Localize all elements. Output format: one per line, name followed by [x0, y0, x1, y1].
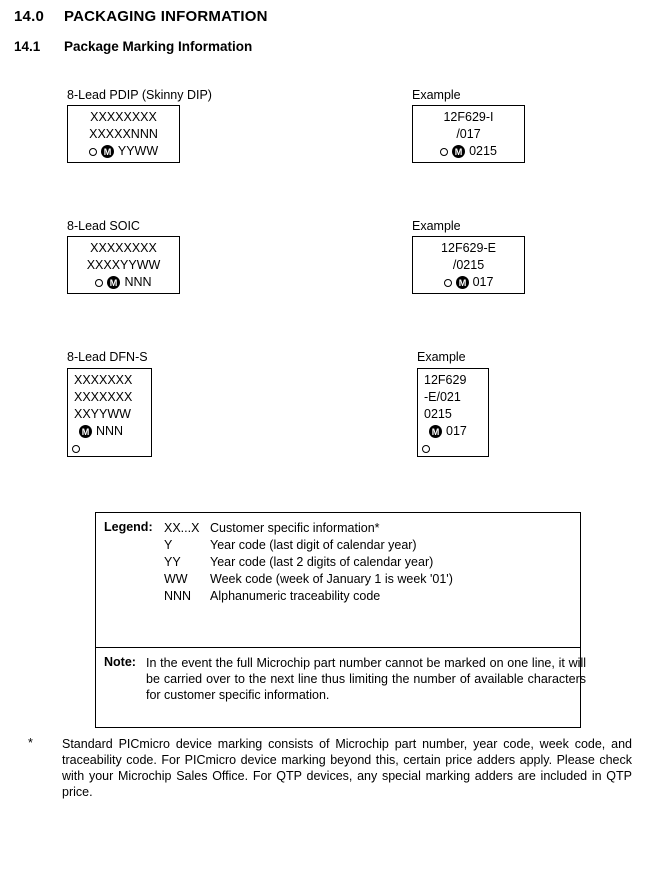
svg-text:M: M — [431, 426, 440, 437]
marking-line-3: XXYYWW — [74, 407, 131, 421]
example-label-pdip: Example — [412, 88, 461, 102]
note-text: In the event the full Microchip part number cannot be marked on one line, it will be carried over to the next line thus limiting the number of available characters for customer specific information. — [146, 656, 586, 702]
example-line-2: /017 — [456, 127, 481, 141]
legend-code: NNN — [164, 589, 192, 603]
example-box-soic — [412, 236, 525, 294]
pin1-indicator-icon — [72, 445, 80, 453]
pin1-indicator-icon — [422, 445, 430, 453]
example-label-dfn: Example — [417, 350, 466, 364]
legend-code: XX...X — [164, 521, 200, 535]
example-code: 017 — [446, 424, 467, 438]
package-label-soic: 8-Lead SOIC — [67, 219, 140, 233]
example-line-1: 12F629 — [424, 373, 467, 387]
section-heading — [14, 8, 268, 25]
example-line-1: 12F629-I — [443, 110, 494, 124]
section-number: 14.0 — [14, 8, 44, 25]
legend-note-divider — [95, 647, 581, 648]
section-title: PACKAGING INFORMATION — [64, 8, 268, 25]
pin1-indicator-icon — [95, 279, 103, 287]
pin1-indicator-icon — [440, 148, 448, 156]
microchip-logo-icon — [429, 425, 442, 438]
package-label-dfn: 8-Lead DFN-S — [67, 350, 148, 364]
marking-line-1: XXXXXXXX — [90, 110, 157, 124]
legend-code: Y — [164, 538, 173, 552]
example-line-2: -E/021 — [424, 390, 461, 404]
pin1-indicator-icon — [89, 148, 97, 156]
marking-line-3 — [68, 143, 179, 160]
example-line-3: 0215 — [424, 407, 452, 421]
legend-code: WW — [164, 572, 188, 586]
marking-box-dfn — [67, 368, 152, 457]
subsection-number: 14.1 — [14, 39, 41, 54]
legend-description: Week code (week of January 1 is week '01') — [210, 572, 453, 586]
marking-code: NNN — [124, 275, 152, 289]
legend-code: YY — [164, 555, 181, 569]
microchip-logo-icon — [79, 425, 92, 438]
microchip-logo-icon — [456, 276, 469, 289]
marking-box-soic — [67, 236, 180, 294]
pin1-indicator-icon — [444, 279, 452, 287]
legend-description: Year code (last 2 digits of calendar year) — [210, 555, 434, 569]
marking-code: YYWW — [117, 144, 159, 158]
package-label-pdip: 8-Lead PDIP (Skinny DIP) — [67, 88, 212, 102]
note-label: Note: — [104, 655, 136, 669]
marking-code: NNN — [96, 424, 124, 438]
marking-line-2: XXXXXNNN — [89, 127, 158, 141]
example-label-soic: Example — [412, 219, 461, 233]
svg-text:M: M — [110, 277, 118, 288]
example-line-3 — [413, 143, 524, 160]
svg-text:M: M — [454, 146, 463, 157]
example-code: 017 — [472, 275, 494, 289]
legend-label: Legend: — [104, 520, 153, 534]
svg-text:M: M — [103, 146, 112, 157]
marking-line-3 — [68, 274, 179, 291]
marking-box-pdip — [67, 105, 180, 163]
example-line-3 — [413, 274, 524, 291]
svg-text:M: M — [81, 426, 90, 437]
microchip-logo-icon — [452, 145, 465, 158]
footnote-text: Standard PICmicro device marking consists of Microchip part number, year code, week code, and traceability code. For PICmicro device marking beyond this, certain price adders apply. Please check with your Microchip Sales Office. For QTP devices, any special marking adders are included in QTP price. — [62, 737, 632, 799]
example-box-pdip — [412, 105, 525, 163]
svg-text:M: M — [458, 277, 466, 288]
legend-description: Year code (last digit of calendar year) — [210, 538, 417, 552]
footnote-marker: * — [28, 736, 33, 750]
subsection-heading — [14, 39, 252, 54]
legend-note-box — [95, 512, 586, 728]
marking-line-2: XXXXXXX — [74, 390, 133, 404]
marking-line-2: XXXXYYWW — [86, 258, 161, 272]
microchip-logo-icon — [101, 145, 114, 158]
example-line-4 — [424, 423, 488, 440]
example-line-2: /0215 — [452, 258, 485, 272]
microchip-logo-icon — [107, 276, 120, 289]
marking-line-4 — [74, 423, 151, 440]
example-code: 0215 — [469, 144, 497, 158]
example-line-1: 12F629-E — [441, 241, 496, 255]
marking-line-1: XXXXXXX — [74, 373, 133, 387]
legend-description: Alphanumeric traceability code — [210, 589, 381, 603]
example-box-dfn — [417, 368, 489, 457]
marking-line-1: XXXXXXXX — [90, 241, 157, 255]
subsection-title: Package Marking Information — [64, 39, 253, 54]
legend-description: Customer specific information* — [210, 521, 380, 535]
